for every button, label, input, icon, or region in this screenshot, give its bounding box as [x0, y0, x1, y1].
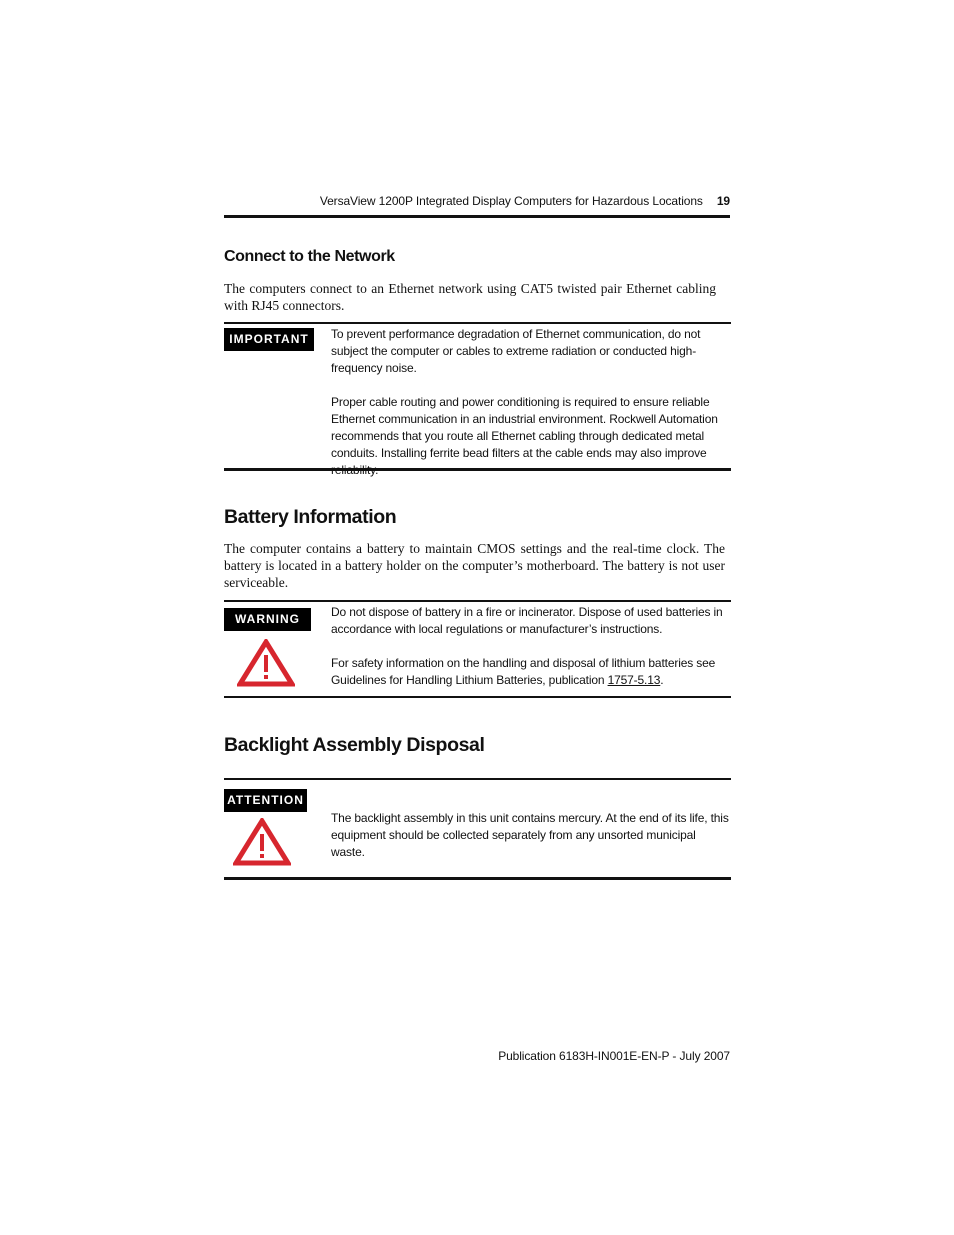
- heading-battery-information: Battery Information: [224, 506, 397, 528]
- attention-triangle-icon: [233, 818, 291, 866]
- attention-label: ATTENTION: [224, 789, 307, 812]
- warning-bottom-rule: [224, 696, 731, 698]
- warning-label: WARNING: [224, 608, 311, 631]
- attention-bottom-rule: [224, 877, 731, 880]
- important-paragraph-2: Proper cable routing and power conditioning is required to ensure reliable Ethernet communication in an industrial environment. Rockwell Automation recommends that you route all Ethernet cabling through dedicated metal conduits. Installing ferrite bead filters at the cable ends may also improve: [331, 395, 718, 460]
- important-top-rule: [224, 322, 731, 324]
- footer-publication: Publication 6183H-IN001E-EN-P - July 2007: [498, 1049, 730, 1063]
- important-paragraph-1: To prevent performance degradation of Ethernet communication, do not subject the computer or cables to extreme radiation or conducted high-frequency noise.: [331, 327, 701, 375]
- important-text: [331, 326, 733, 479]
- warning-paragraph-1: Do not dispose of battery in a fire or incinerator. Dispose of used batteries in accordance with local regulations or manufacturer’s instructions.: [331, 605, 723, 636]
- warning-paragraph-2-end: .: [660, 673, 664, 687]
- attention-paragraph-1: The backlight assembly in this unit contains mercury. At the end of its life, this equipment should be collected separately from any unsorted municipal waste.: [331, 811, 729, 859]
- warning-triangle-icon: [237, 639, 295, 687]
- header-rule: [224, 215, 730, 218]
- heading-backlight-disposal: Backlight Assembly Disposal: [224, 734, 485, 756]
- warning-top-rule: [224, 600, 731, 602]
- important-label: IMPORTANT: [224, 328, 314, 351]
- page-number: 19: [716, 194, 730, 208]
- running-header: [224, 192, 730, 210]
- publication-link[interactable]: 1757-5.13: [607, 673, 661, 687]
- heading-connect-network: Connect to the Network: [224, 248, 395, 265]
- warning-paragraph-2-text: For safety information on the handling and disposal of lithium batteries see Guidelines for Handling Lithium Batteries, publication: [331, 656, 716, 687]
- warning-text: [331, 604, 727, 689]
- important-bottom-rule: [224, 468, 731, 471]
- attention-top-rule: [224, 778, 731, 780]
- battery-body: The computer contains a battery to maintain CMOS settings and the real-time clock. The battery is located in a battery holder on the computer’s motherboard. The battery is not user serviceable.: [224, 541, 725, 590]
- network-body: The computers connect to an Ethernet network using CAT5 twisted pair Ethernet cabling with RJ45 connectors.: [224, 281, 716, 313]
- running-title: VersaView 1200P Integrated Display Computers for Hazardous Locations: [319, 194, 703, 208]
- attention-text: [331, 810, 731, 861]
- warning-paragraph-2: [331, 655, 727, 689]
